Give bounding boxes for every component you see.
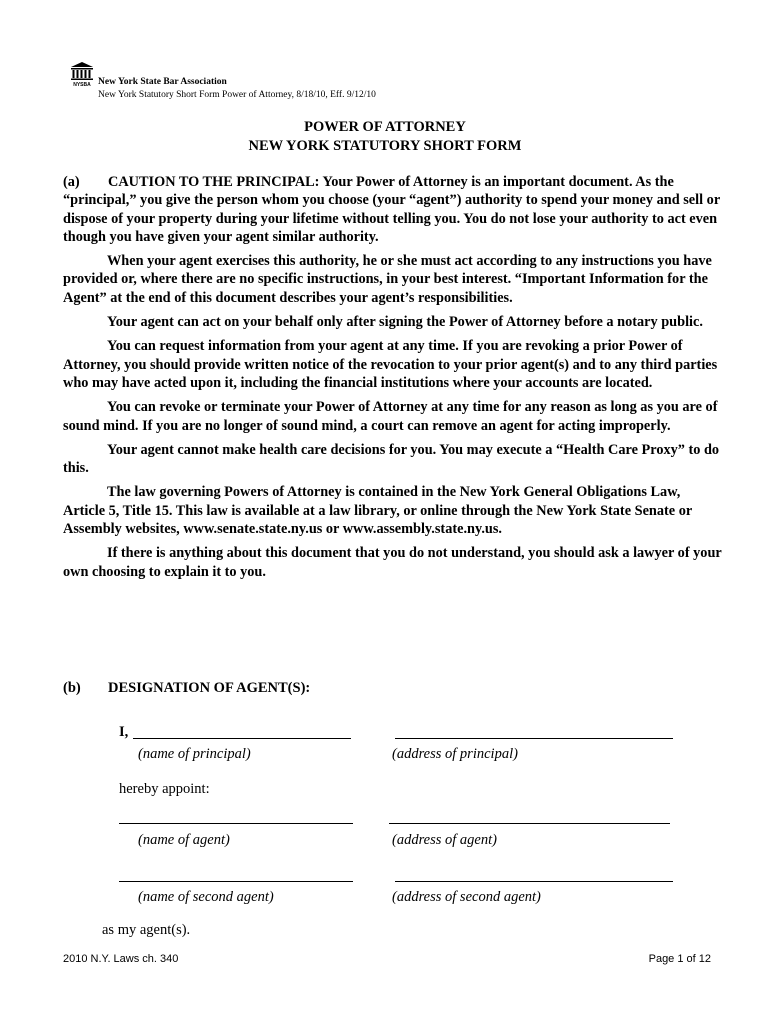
logo-text: NYSBA — [73, 82, 91, 88]
paragraph-3: Your agent can act on your behalf only after signing the Power of Attorney before a notary public. — [107, 314, 703, 331]
header-text — [98, 76, 376, 102]
section-a — [63, 173, 723, 581]
address-of-principal-caption: (address of principal) — [392, 746, 518, 762]
name-of-agent-caption: (name of agent) — [138, 832, 230, 848]
second-agent-name-field[interactable] — [119, 881, 353, 882]
hereby-appoint-text: hereby appoint: — [119, 781, 210, 797]
paragraph-5: You can revoke or terminate your Power of Attorney at any time for any reason as long as you are of sound mind. If you are no longer of sound mind, a court can remove an agent for acting improperly. — [63, 399, 718, 434]
name-of-second-agent-caption: (name of second agent) — [138, 889, 274, 905]
paragraph-2: When your agent exercises this authority, he or she must act according to any instructions you have provided or, where there are no specific instructions, in your best interest. “Important Information for the Agent” at the end of this document describes your agent’s responsibilities. — [63, 253, 712, 306]
section-b-title: DESIGNATION OF AGENT(S): — [108, 680, 311, 696]
paragraph-8: If there is anything about this document that you do not understand, you should ask a lawyer of your own choosing to explain it to you. — [63, 545, 722, 580]
document-title: POWER OF ATTORNEY — [304, 119, 466, 135]
address-of-agent-caption: (address of agent) — [392, 832, 497, 848]
page-number: Page 1 of 12 — [648, 953, 711, 965]
footer-citation: 2010 N.Y. Laws ch. 340 — [63, 953, 179, 965]
name-of-principal-caption: (name of principal) — [138, 746, 251, 762]
section-a-title: CAUTION TO THE PRINCIPAL: — [108, 174, 320, 190]
document-subtitle: NEW YORK STATUTORY SHORT FORM — [248, 138, 522, 154]
org-name: New York State Bar Association — [98, 77, 227, 87]
principal-name-field[interactable] — [133, 738, 351, 739]
address-of-second-agent-caption: (address of second agent) — [392, 889, 541, 905]
paragraph-6: Your agent cannot make health care decisions for you. You may execute a “Health Care Proxy” to do this. — [63, 441, 720, 477]
section-a-label: (a) — [63, 174, 80, 190]
as-my-agents-text: as my agent(s). — [102, 922, 191, 938]
paragraph-7: The law governing Powers of Attorney is contained in the New York General Obligations Law, Article 5, Title 15. This law is available at a law library, or online through the New York State Senate or Assembly websites, www.senate.state.ny.us or www.assembly.state.ny.us. — [63, 484, 692, 538]
paragraph-4: You can request information from your agent at any time. If you are revoking a prior Power of Attorney, you should provide written notice of the revocation to your prior agent(s) and to any third parties who may have acted upon it, including the financial institutions where your accounts are located. — [63, 338, 718, 391]
agent-name-field[interactable] — [119, 823, 353, 824]
section-a-para-1 — [63, 173, 723, 246]
section-b-label: (b) — [63, 680, 81, 696]
nysba-logo-icon — [68, 60, 96, 88]
agent-address-field[interactable] — [389, 823, 670, 824]
second-agent-address-field[interactable] — [395, 881, 673, 882]
form-reference: New York Statutory Short Form Power of Attorney, 8/18/10, Eff. 9/12/10 — [98, 90, 376, 100]
i-label: I, — [119, 724, 129, 740]
principal-address-field[interactable] — [395, 738, 673, 739]
paragraph-1: Your Power of Attorney is an important document. As the “principal,” you give the person whom you choose (your “agent”) authority to spend your money and sell or dispose of your property during your lifetime without telling you. You do not lose your authority to act even though you have given your agent similar authority. — [63, 174, 720, 245]
